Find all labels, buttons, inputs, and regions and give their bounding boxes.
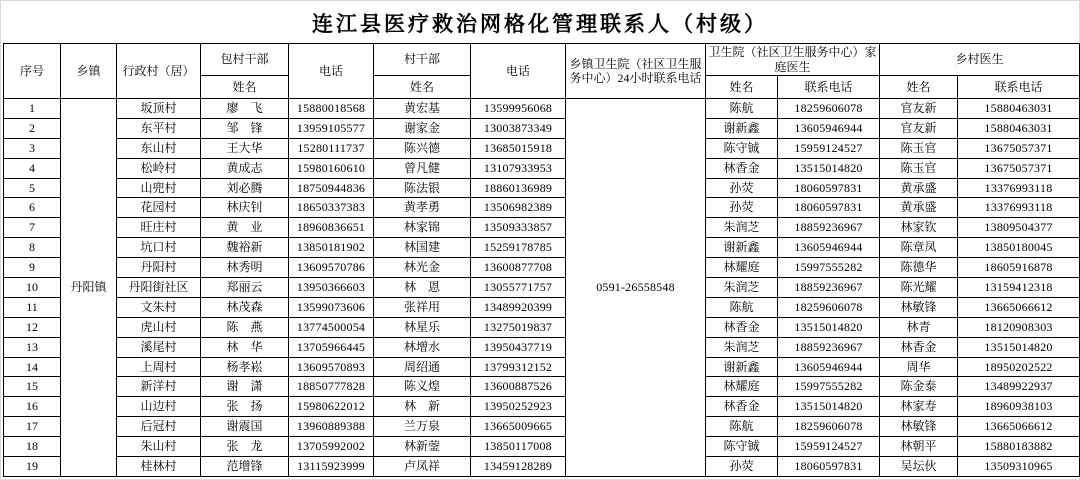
- rural-doctor-phone-cell: 13809504377: [958, 218, 1080, 238]
- village-cadre-phone-cell: 13055771757: [471, 278, 566, 298]
- rural-doctor-phone-cell: 13515014820: [958, 337, 1080, 357]
- table-row: [4, 297, 1080, 317]
- cadre-name-cell: 陈 燕: [201, 317, 289, 337]
- rural-doctor-name-cell: 陈金泰: [880, 377, 958, 397]
- header-village: 行政村（居）: [117, 44, 201, 99]
- village-cadre-phone-cell: 13950437719: [471, 337, 566, 357]
- serial-cell: 10: [4, 278, 61, 298]
- village-cell: 山边村: [117, 397, 201, 417]
- page-title: 连江县医疗救治网格化管理联系人（村级）: [312, 12, 768, 36]
- rural-doctor-name-cell: 林家钦: [880, 218, 958, 238]
- family-doctor-name-cell: 朱润芝: [706, 337, 778, 357]
- village-cadre-name-cell: 兰万泉: [374, 417, 471, 437]
- cadre-name-cell: 郑丽云: [201, 278, 289, 298]
- rural-doctor-name-cell: 黄承盛: [880, 198, 958, 218]
- header-cadre-phone: 电话: [289, 44, 374, 99]
- cadre-phone-cell: 13850181902: [289, 238, 374, 258]
- cadre-name-cell: 王大华: [201, 138, 289, 158]
- table-row: [4, 238, 1080, 258]
- header-family-doctor-name: 姓名: [706, 76, 778, 99]
- village-cadre-phone-cell: 13489920399: [471, 297, 566, 317]
- table-body: [4, 99, 1080, 477]
- table-row: [4, 178, 1080, 198]
- cadre-phone-cell: 13599073606: [289, 297, 374, 317]
- serial-cell: 2: [4, 118, 61, 138]
- family-doctor-name-cell: 朱润芝: [706, 278, 778, 298]
- cadre-phone-cell: 18650337383: [289, 198, 374, 218]
- village-cadre-name-cell: 陈兴德: [374, 138, 471, 158]
- village-cadre-phone-cell: 15259178785: [471, 238, 566, 258]
- table-row: [4, 377, 1080, 397]
- village-cell: 东山村: [117, 138, 201, 158]
- header-village-cadre-phone: 电话: [471, 44, 566, 99]
- hotline-cell: 0591-26558548: [566, 99, 706, 477]
- family-doctor-name-cell: 陈守铖: [706, 437, 778, 457]
- serial-cell: 9: [4, 258, 61, 278]
- town-cell: 丹阳镇: [61, 99, 117, 477]
- village-cadre-phone-cell: 13600877708: [471, 258, 566, 278]
- cadre-name-cell: 张 龙: [201, 437, 289, 457]
- cadre-name-cell: 邹 锋: [201, 118, 289, 138]
- header-cadre-name: 姓名: [201, 76, 289, 99]
- rural-doctor-name-cell: 陈德华: [880, 258, 958, 278]
- rural-doctor-name-cell: 官友新: [880, 99, 958, 119]
- family-doctor-name-cell: 孙荧: [706, 457, 778, 477]
- village-cell: 丹阳村: [117, 258, 201, 278]
- table-row: [4, 218, 1080, 238]
- village-cell: 溪尾村: [117, 337, 201, 357]
- cadre-phone-cell: 18850777828: [289, 377, 374, 397]
- village-cell: 松岭村: [117, 158, 201, 178]
- table-row: [4, 317, 1080, 337]
- village-cadre-phone-cell: 13950252923: [471, 397, 566, 417]
- village-cadre-phone-cell: 13107933953: [471, 158, 566, 178]
- village-cadre-name-cell: 林新蓥: [374, 437, 471, 457]
- serial-cell: 8: [4, 238, 61, 258]
- family-doctor-name-cell: 林香金: [706, 397, 778, 417]
- table-row: [4, 158, 1080, 178]
- header-village-cadre-group: 村干部: [374, 44, 471, 76]
- cadre-name-cell: 魏裕新: [201, 238, 289, 258]
- family-doctor-name-cell: 林耀庭: [706, 377, 778, 397]
- village-cadre-phone-cell: 13459128289: [471, 457, 566, 477]
- cadre-name-cell: 谢震国: [201, 417, 289, 437]
- cadre-name-cell: 廖 飞: [201, 99, 289, 119]
- cadre-phone-cell: 18960836651: [289, 218, 374, 238]
- header-serial: 序号: [4, 44, 61, 99]
- serial-cell: 15: [4, 377, 61, 397]
- contacts-table: [3, 43, 1080, 477]
- header-rural-doctor-name: 姓名: [880, 76, 958, 99]
- cadre-name-cell: 谢 潇: [201, 377, 289, 397]
- village-cadre-name-cell: 林星乐: [374, 317, 471, 337]
- village-cadre-name-cell: 黄孝勇: [374, 198, 471, 218]
- village-cadre-name-cell: 卢凤祥: [374, 457, 471, 477]
- rural-doctor-phone-cell: 18120908303: [958, 317, 1080, 337]
- rural-doctor-phone-cell: 15880463031: [958, 99, 1080, 119]
- rural-doctor-phone-cell: 13665066612: [958, 417, 1080, 437]
- rural-doctor-name-cell: 周华: [880, 357, 958, 377]
- family-doctor-name-cell: 谢新鑫: [706, 118, 778, 138]
- rural-doctor-phone-cell: 13665066612: [958, 297, 1080, 317]
- village-cadre-name-cell: 张祥用: [374, 297, 471, 317]
- village-cadre-name-cell: 林增水: [374, 337, 471, 357]
- table-row: [4, 337, 1080, 357]
- family-doctor-phone-cell: 15997555282: [778, 258, 880, 278]
- serial-cell: 6: [4, 198, 61, 218]
- serial-cell: 14: [4, 357, 61, 377]
- header-family-doctor-phone: 联系电话: [778, 76, 880, 99]
- rural-doctor-phone-cell: 15880463031: [958, 118, 1080, 138]
- village-cell: 后冠村: [117, 417, 201, 437]
- family-doctor-phone-cell: 15959124527: [778, 138, 880, 158]
- village-cadre-name-cell: 黄宏基: [374, 99, 471, 119]
- cadre-phone-cell: 13705992002: [289, 437, 374, 457]
- rural-doctor-phone-cell: 13675057371: [958, 158, 1080, 178]
- serial-cell: 19: [4, 457, 61, 477]
- family-doctor-phone-cell: 13605946944: [778, 118, 880, 138]
- village-cadre-name-cell: 谢家金: [374, 118, 471, 138]
- family-doctor-phone-cell: 18060597831: [778, 178, 880, 198]
- family-doctor-phone-cell: 15997555282: [778, 377, 880, 397]
- family-doctor-name-cell: 谢新鑫: [706, 238, 778, 258]
- header-hotline: 乡镇卫生院（社区卫生服务中心）24小时联系电话: [566, 44, 706, 99]
- rural-doctor-name-cell: 林香金: [880, 337, 958, 357]
- village-cell: 丹阳街社区: [117, 278, 201, 298]
- village-cell: 虎山村: [117, 317, 201, 337]
- cadre-phone-cell: 15980622012: [289, 397, 374, 417]
- village-cell: 花园村: [117, 198, 201, 218]
- family-doctor-phone-cell: 13605946944: [778, 357, 880, 377]
- rural-doctor-phone-cell: 18960938103: [958, 397, 1080, 417]
- village-cadre-name-cell: 周绍通: [374, 357, 471, 377]
- village-cadre-phone-cell: 13275019837: [471, 317, 566, 337]
- cadre-name-cell: 林 华: [201, 337, 289, 357]
- rural-doctor-phone-cell: 13376993118: [958, 198, 1080, 218]
- village-cadre-phone-cell: 18860136989: [471, 178, 566, 198]
- family-doctor-name-cell: 孙荧: [706, 178, 778, 198]
- cadre-name-cell: 林秀明: [201, 258, 289, 278]
- rural-doctor-name-cell: 陈玉官: [880, 158, 958, 178]
- village-cell: 东平村: [117, 118, 201, 138]
- table-row: [4, 457, 1080, 477]
- village-cadre-name-cell: 林光金: [374, 258, 471, 278]
- rural-doctor-name-cell: 陈章凤: [880, 238, 958, 258]
- serial-cell: 11: [4, 297, 61, 317]
- family-doctor-name-cell: 谢新鑫: [706, 357, 778, 377]
- table-row: [4, 118, 1080, 138]
- family-doctor-name-cell: 林香金: [706, 158, 778, 178]
- family-doctor-name-cell: 孙荧: [706, 198, 778, 218]
- rural-doctor-phone-cell: 13509310965: [958, 457, 1080, 477]
- rural-doctor-name-cell: 林敏锋: [880, 297, 958, 317]
- village-cadre-name-cell: 曾凡健: [374, 158, 471, 178]
- rural-doctor-phone-cell: 13159412318: [958, 278, 1080, 298]
- serial-cell: 18: [4, 437, 61, 457]
- header-village-cadre-name: 姓名: [374, 76, 471, 99]
- family-doctor-name-cell: 陈航: [706, 99, 778, 119]
- village-cell: 坑口村: [117, 238, 201, 258]
- cadre-phone-cell: 13950366603: [289, 278, 374, 298]
- rural-doctor-phone-cell: 15880183882: [958, 437, 1080, 457]
- village-cadre-phone-cell: 13003873349: [471, 118, 566, 138]
- serial-cell: 17: [4, 417, 61, 437]
- table-row: [4, 258, 1080, 278]
- rural-doctor-phone-cell: 13850180045: [958, 238, 1080, 258]
- table-row: [4, 397, 1080, 417]
- table-row: [4, 198, 1080, 218]
- family-doctor-phone-cell: 18259606078: [778, 99, 880, 119]
- village-cadre-name-cell: 陈义煌: [374, 377, 471, 397]
- table-row: [4, 357, 1080, 377]
- serial-cell: 4: [4, 158, 61, 178]
- village-cadre-name-cell: 林家锦: [374, 218, 471, 238]
- rural-doctor-name-cell: 林敏锋: [880, 417, 958, 437]
- family-doctor-phone-cell: 18060597831: [778, 457, 880, 477]
- cadre-name-cell: 林茂森: [201, 297, 289, 317]
- cadre-phone-cell: 13960889388: [289, 417, 374, 437]
- cadre-name-cell: 杨孝崧: [201, 357, 289, 377]
- village-cell: 上周村: [117, 357, 201, 377]
- cadre-phone-cell: 13705966445: [289, 337, 374, 357]
- table-row: [4, 278, 1080, 298]
- family-doctor-phone-cell: 13515014820: [778, 158, 880, 178]
- village-cell: 坂顶村: [117, 99, 201, 119]
- village-cadre-phone-cell: 13665009665: [471, 417, 566, 437]
- cadre-phone-cell: 13959105577: [289, 118, 374, 138]
- cadre-phone-cell: 13609570786: [289, 258, 374, 278]
- family-doctor-name-cell: 林耀庭: [706, 258, 778, 278]
- village-cadre-phone-cell: 13850117008: [471, 437, 566, 457]
- family-doctor-phone-cell: 13605946944: [778, 238, 880, 258]
- table-row: [4, 437, 1080, 457]
- cadre-name-cell: 林庆钊: [201, 198, 289, 218]
- family-doctor-phone-cell: 18859236967: [778, 337, 880, 357]
- family-doctor-phone-cell: 18859236967: [778, 218, 880, 238]
- village-cadre-name-cell: 林 恩: [374, 278, 471, 298]
- village-cadre-name-cell: 陈法银: [374, 178, 471, 198]
- rural-doctor-phone-cell: 13675057371: [958, 138, 1080, 158]
- rural-doctor-name-cell: 陈光耀: [880, 278, 958, 298]
- cadre-name-cell: 张 扬: [201, 397, 289, 417]
- rural-doctor-name-cell: 陈玉官: [880, 138, 958, 158]
- rural-doctor-name-cell: 吴坛伙: [880, 457, 958, 477]
- family-doctor-name-cell: 陈守铖: [706, 138, 778, 158]
- rural-doctor-phone-cell: 13376993118: [958, 178, 1080, 198]
- family-doctor-phone-cell: 18259606078: [778, 417, 880, 437]
- family-doctor-phone-cell: 13515014820: [778, 317, 880, 337]
- village-cadre-phone-cell: 13506982389: [471, 198, 566, 218]
- rural-doctor-name-cell: 林家寿: [880, 397, 958, 417]
- cadre-phone-cell: 13774500054: [289, 317, 374, 337]
- village-cadre-phone-cell: 13599956068: [471, 99, 566, 119]
- table-header: [4, 44, 1080, 99]
- cadre-phone-cell: 15880018568: [289, 99, 374, 119]
- family-doctor-name-cell: 林香金: [706, 317, 778, 337]
- family-doctor-phone-cell: 18859236967: [778, 278, 880, 298]
- rural-doctor-name-cell: 林青: [880, 317, 958, 337]
- village-cadre-name-cell: 林国建: [374, 238, 471, 258]
- village-cadre-phone-cell: 13509333857: [471, 218, 566, 238]
- family-doctor-phone-cell: 18060597831: [778, 198, 880, 218]
- serial-cell: 5: [4, 178, 61, 198]
- rural-doctor-phone-cell: 18950202522: [958, 357, 1080, 377]
- header-rural-doctor-phone: 联系电话: [958, 76, 1080, 99]
- serial-cell: 13: [4, 337, 61, 357]
- family-doctor-name-cell: 陈航: [706, 417, 778, 437]
- cadre-name-cell: 黄 业: [201, 218, 289, 238]
- village-cadre-phone-cell: 13799312152: [471, 357, 566, 377]
- serial-cell: 12: [4, 317, 61, 337]
- cadre-name-cell: 刘必腾: [201, 178, 289, 198]
- header-rural-doctor-group: 乡村医生: [880, 44, 1080, 76]
- cadre-phone-cell: 13609570893: [289, 357, 374, 377]
- rural-doctor-name-cell: 官友新: [880, 118, 958, 138]
- cadre-phone-cell: 18750944836: [289, 178, 374, 198]
- header-cadre-group: 包村干部: [201, 44, 289, 76]
- table-row: [4, 138, 1080, 158]
- village-cell: 朱山村: [117, 437, 201, 457]
- village-cell: 旺庄村: [117, 218, 201, 238]
- cadre-phone-cell: 15280111737: [289, 138, 374, 158]
- table-row: [4, 99, 1080, 119]
- serial-cell: 1: [4, 99, 61, 119]
- header-town: 乡镇: [61, 44, 117, 99]
- family-doctor-name-cell: 陈航: [706, 297, 778, 317]
- header-family-doctor-group: 卫生院（社区卫生服务中心）家庭医生: [706, 44, 880, 76]
- village-cell: 桂林村: [117, 457, 201, 477]
- family-doctor-phone-cell: 18259606078: [778, 297, 880, 317]
- family-doctor-name-cell: 朱润芝: [706, 218, 778, 238]
- village-cell: 文朱村: [117, 297, 201, 317]
- table-row: [4, 417, 1080, 437]
- rural-doctor-phone-cell: 13489922937: [958, 377, 1080, 397]
- village-cadre-phone-cell: 13685015918: [471, 138, 566, 158]
- cadre-name-cell: 范增锋: [201, 457, 289, 477]
- cadre-phone-cell: 15980160610: [289, 158, 374, 178]
- cadre-phone-cell: 13115923999: [289, 457, 374, 477]
- family-doctor-phone-cell: 13515014820: [778, 397, 880, 417]
- serial-cell: 3: [4, 138, 61, 158]
- village-cadre-phone-cell: 13600887526: [471, 377, 566, 397]
- family-doctor-phone-cell: 15959124527: [778, 437, 880, 457]
- village-cell: 新洋村: [117, 377, 201, 397]
- cadre-name-cell: 黄成志: [201, 158, 289, 178]
- rural-doctor-name-cell: 黄承盛: [880, 178, 958, 198]
- serial-cell: 7: [4, 218, 61, 238]
- rural-doctor-phone-cell: 18605916878: [958, 258, 1080, 278]
- rural-doctor-name-cell: 林朝平: [880, 437, 958, 457]
- serial-cell: 16: [4, 397, 61, 417]
- village-cadre-name-cell: 林 新: [374, 397, 471, 417]
- village-cell: 山兜村: [117, 178, 201, 198]
